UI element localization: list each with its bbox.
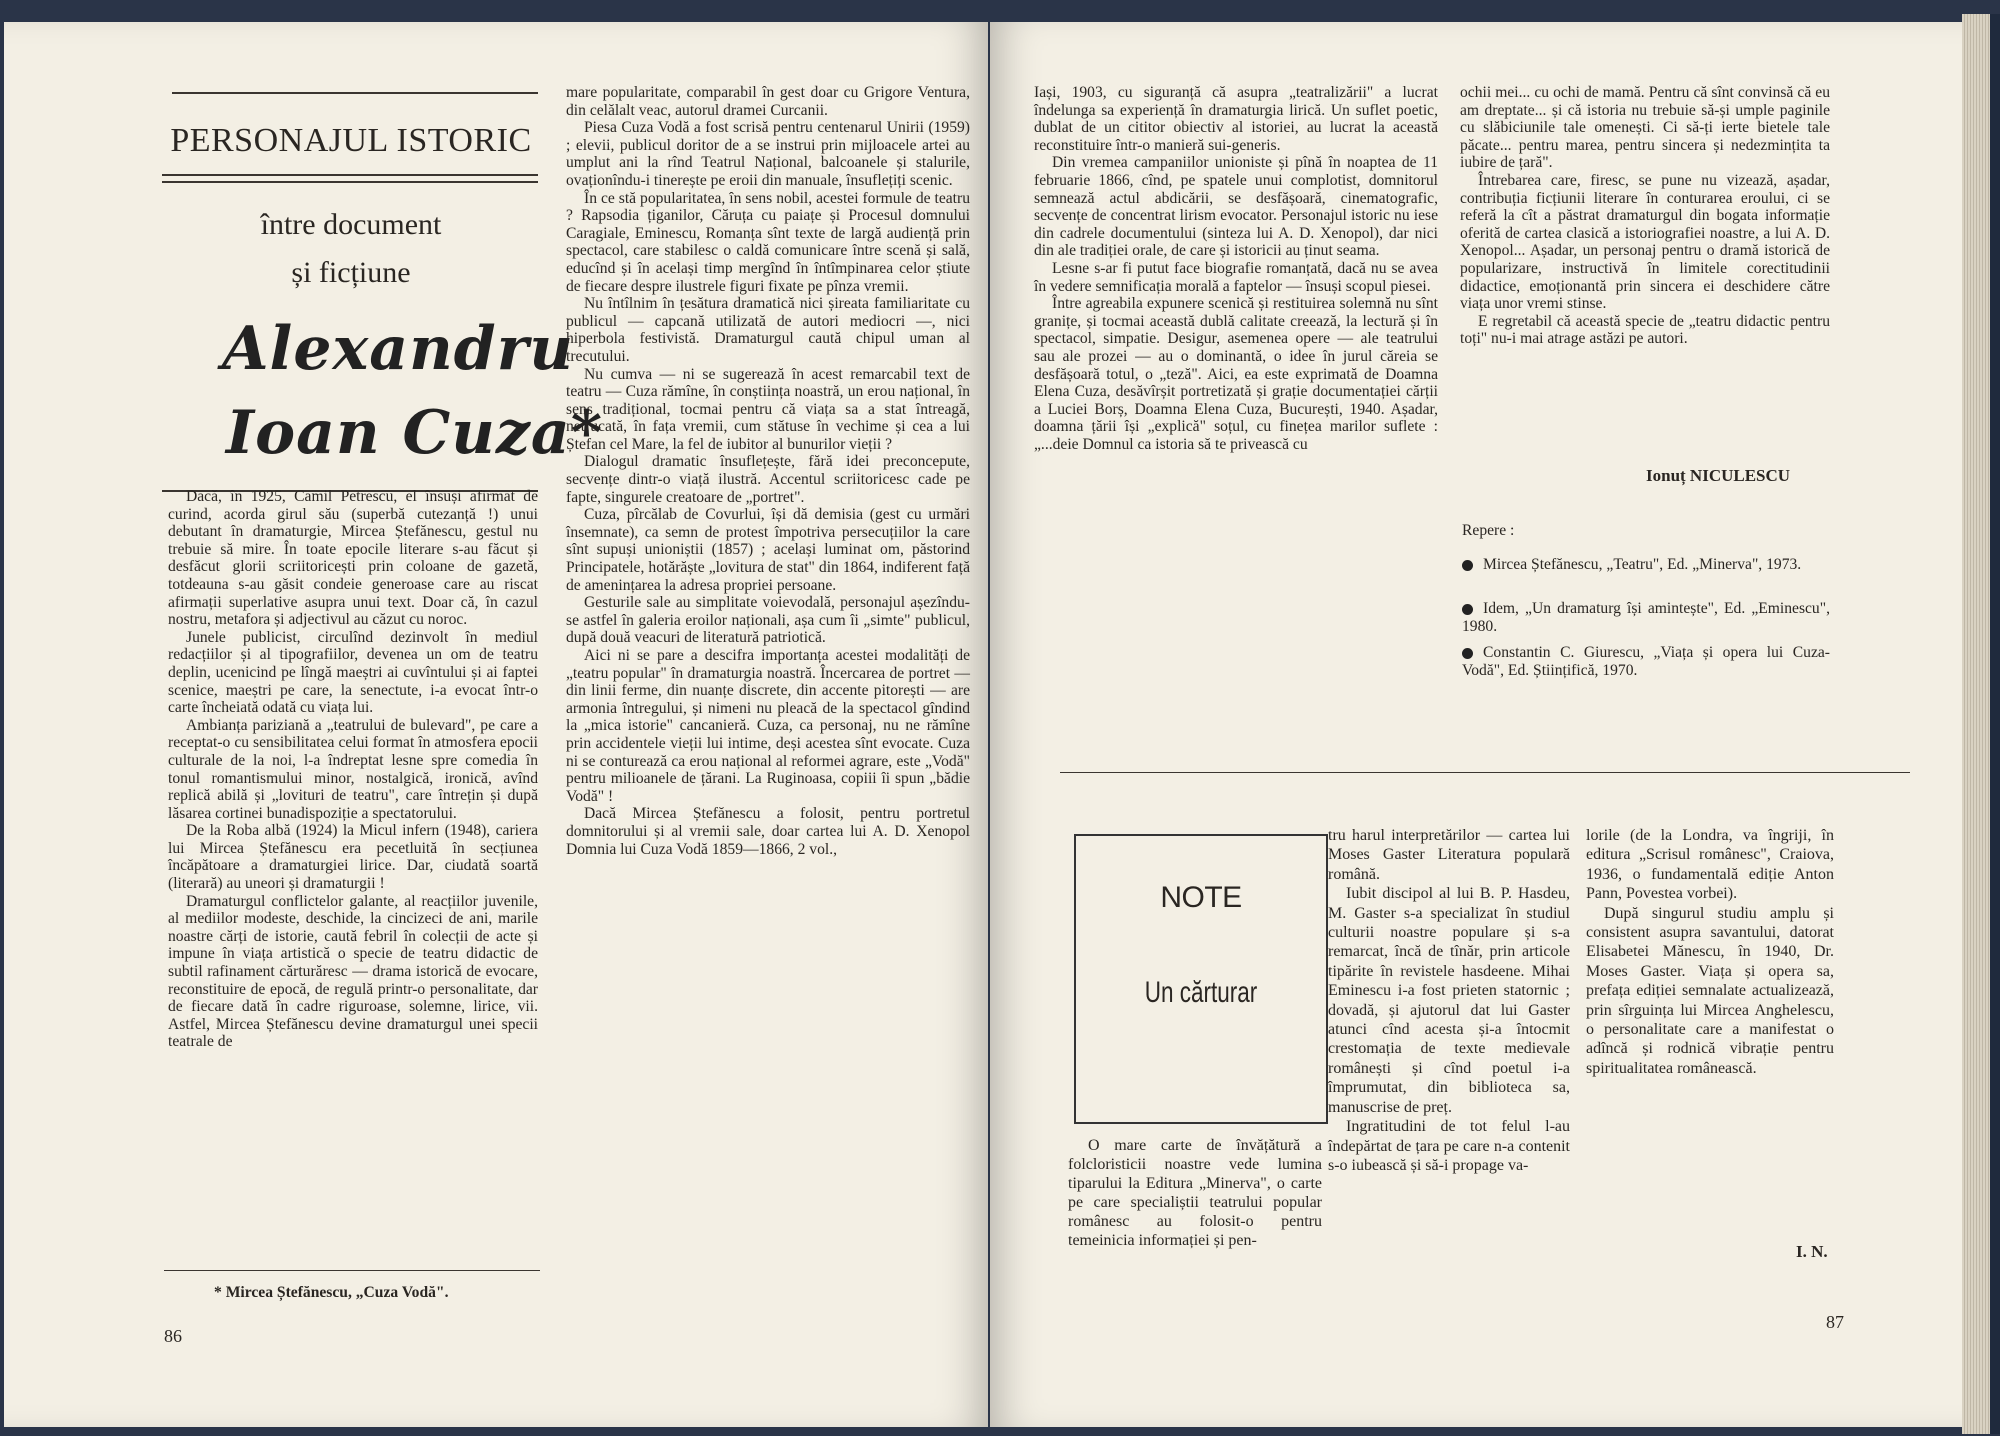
notes-column-3 bbox=[1586, 826, 1834, 1078]
paragraph: Dacă Mircea Ștefănescu a folosit, pentru portretul domnitorului și al vremii sale, doar cartea lui A. D. Xenopol Domnia lui Cuza Vodă 1859—1866, 2 vol., bbox=[566, 805, 970, 858]
paragraph: Din vremea campaniilor unioniste și pînă în noaptea de 11 februarie 1866, cînd, pe spatele unui complotist, domnitorul semnează actul abdicării, se desfășoară, cinematografic, secvențe de concentrat lirism evocator. Personajul istoric nu iese din cadrele documentului (sinteza lui A. D. Xenopol), dar nici din ale tradiției orale, de care și istoricii au ținut seama. bbox=[1034, 154, 1438, 260]
paragraph: Nu cumva — ni se sugerează în acest remarcabil text de teatru — Cuza rămîne, în conștiința noastră, un erou național, în sens tradițional, tocmai pentru că viața sa a stat întreagă, netrucată, în fața vremii, cum stătuse în vechime și cea a lui Ștefan cel Mare, la fel de iubitor al bunurilor vieții ? bbox=[566, 365, 970, 453]
left-column-2 bbox=[566, 84, 970, 858]
paragraph: Dramaturgul conflictelor galante, al reacțiilor juvenile, al mediilor modeste, deschide, la cincizeci de ani, marile noastre cărți de istorie, caută febril în colecții de acte și impune în viața artistică o specie de teatru didactic de subtil rafinament cărturăresc — drama istorică de evocare, reconstituire de epocă, de regulă printr-o personalitate, dar de fiecare dată în cadre riguroase, solemne, lirice, vii. Astfel, Mircea Ștefănescu devine dramaturgul unei specii teatrale de bbox=[168, 892, 538, 1051]
right-column-1 bbox=[1034, 84, 1438, 453]
notes-title: NOTE bbox=[1160, 881, 1242, 914]
author-signature: Ionuț NICULESCU bbox=[1646, 466, 1791, 485]
paragraph: Dacă, în 1925, Camil Petrescu, el însuși afirmat de curind, acorda girul său (superbă cutezanță !) unui debutant în dramaturgie, Mircea Ștefănescu, gestul nu trebuie să mire. În toate epocile literare s-au făcut și desfăcut glorii scriitoricești prin coloane de gazetă, totdeauna s-au găsit condeie generoase care au riscat afirmații superlative asupra unui text. Doar că, în cazul nostru, metafora și adjectivul au căzut cu noroc. bbox=[168, 488, 538, 629]
footnote: * Mircea Ștefănescu, „Cuza Vodă". bbox=[214, 1284, 449, 1301]
notes-subtitle: Un cărturar bbox=[1144, 976, 1258, 1009]
reference-item: Mircea Ștefănescu, „Teatru", Ed. „Minerva", 1973. bbox=[1462, 556, 1830, 574]
paragraph: De la Roba albă (1924) la Micul infern (1948), cariera lui Mircea Ștefănescu era pecetluită în secțiunea încăpătoare a dramaturgiei lirice. Dar, ciudată soartă (literară) au uneori și dramaturgii ! bbox=[168, 822, 538, 893]
reference-item: Idem, „Un dramaturg își amintește", Ed. „Eminescu", 1980. bbox=[1462, 600, 1830, 635]
paragraph: Gesturile sale au simplitate voievodală, personajul așezîndu-se astfel în galeria eroilor naționali, așa cum îi „simte" publicul, după două veacuri de literatură patriotică. bbox=[566, 594, 970, 647]
section-header: PERSONAJUL ISTORIC bbox=[170, 122, 532, 159]
book-fore-edge bbox=[1962, 14, 2000, 1434]
paragraph: Între agreabila expunere scenică și restituirea solemnă nu sînt granițe, și tocmai această dublă calitate creează, la lectură și în spectacol, simpatie. Desigur, asemenea opere — ale teatrului sau ale prozei — au o dominantă, o idee în jurul căreia se desfășoară totul, o „teză". Aici, ea este exprimată de Doamna Elena Cuza, desăvîrșit portretizată și grație documentației cărții a Luciei Borș, Doamna Elena Cuza, București, 1940. Așadar, doamna țării își „explică" soțul, cu finețea marilor suflete : „...deie Domnul ca istoria să te privească cu bbox=[1034, 295, 1438, 453]
footnote-rule bbox=[164, 1270, 540, 1271]
paragraph: Ambianța pariziană a „teatrului de bulevard", pe care a receptat-o cu sensibilitatea celui format în atmosfera epocii culturale de la noi, l-a îndreptat lesne spre comedia în tonul romantismului minor, nostalgică, ironică, avînd replică abilă și „lovituri de teatru", care întrețin și după lăsarea cortinei bunadispoziție a spectatorului. bbox=[168, 716, 538, 822]
paragraph: tru harul interpretărilor — cartea lui Moses Gaster Literatura populară română. bbox=[1328, 827, 1570, 883]
paragraph: Junele publicist, circulînd dezinvolt în mediul redacțiilor și al tipografiilor, devenea un om de teatru deplin, ucenicind pe lîngă maeștri ai cuvîntului și ai faptei scenice, maeștri pe care, la senectute, i-a evocat într-o carte încheiată odată cu viața lui. bbox=[168, 628, 538, 717]
references-heading: Repere : bbox=[1462, 522, 1515, 539]
header-bottom-rule bbox=[162, 174, 538, 176]
paragraph: Dialogul dramatic însuflețește, fără idei preconcepute, secvențe dintr-o viață ilustră. Accentul scriitoricesc cade pe fapte, singurele creatoare de „portret". bbox=[566, 453, 970, 506]
page-number-right: 87 bbox=[1826, 1312, 1844, 1332]
paragraph: În ce stă popularitatea, în sens nobil, acestei formule de teatru ? Rapsodia țiganilor, Căruța cu paiațe și Procesul domnului Caragiale, Eminescu, Romanța sînt texte de largă audiență prin spectacol, care stabilesc o caldă comunicare între scenă și sală, educînd și în același timp mergînd în întîmpinarea celor știute de fiecare despre ilustrele figuri fixate pe pînza vremii. bbox=[566, 189, 970, 295]
paragraph: Ingratitudini de tot felul l-au îndepărtat de țara pe care n-a contenit s-o iubească și să-i propage va- bbox=[1328, 1118, 1570, 1174]
paragraph: Întrebarea care, firesc, se pune nu vizează, așadar, contribuția ficțiunii literare în conturarea eroului, ci se referă la cît a păstrat dramaturgul din bogata informație oferită de cartea clasică a istoriografiei noastre, a lui A. D. Xenopol... Așadar, un personaj pentru o dramă istorică de popularizare, instructivă în limitele corectitudinii didactice, emoționantă prin sincera ei deschidere către viața unor vremi stinse. bbox=[1460, 171, 1830, 313]
paragraph: O mare carte de învățătură a folcloristicii noastre vede lumina tiparului la Editura „Minerva", o carte pe care specialiștii teatrului popular românesc au folosit-o pentru temeinicia informației și pen- bbox=[1068, 1137, 1322, 1249]
notes-signature: I. N. bbox=[1796, 1242, 1828, 1261]
subtitle-line1: între document bbox=[260, 208, 442, 241]
paragraph: Nu întîlnim în țesătura dramatică nici șireata familiaritate cu publicul — capcană utilizată de autori mediocri —, nici hiperbola festivistă. Dramaturgul caută chipul uman al trecutului. bbox=[566, 295, 970, 365]
paragraph: E regretabil că această specie de „teatru didactic pentru toți" nu-i mai atrage astăzi pe autori. bbox=[1460, 312, 1830, 348]
reference-item: Constantin C. Giurescu, „Viața și opera lui Cuza-Vodă", Ed. Științifică, 1970. bbox=[1462, 644, 1830, 679]
paragraph: Iubit discipol al lui B. P. Hasdeu, M. Gaster s-a specializat în studiul culturii noastre populare și s-a remarcat, încă de tînăr, prin articole tipărite în revistele hasdeene. Mihai Eminescu i-a fost prieten statornic ; dovadă, și ajutorul dat lui Gaster atunci cînd acesta și-a întocmit crestomația de texte medievale românești și cînd poetul i-a împrumutat, din biblioteca sa, manuscrise de preț. bbox=[1328, 885, 1570, 1116]
paragraph: Piesa Cuza Vodă a fost scrisă pentru centenarul Unirii (1959) ; elevii, publicul doritor de a se instrui prin mijloacele artei au umplut ani la rînd Teatrul Național, balcoanele și stalurile, ovaționîndu-i tinerește pe eroii din manuale, însuflețiți scenic. bbox=[566, 119, 970, 189]
bullet-icon bbox=[1462, 648, 1473, 659]
title-line2: Ioan Cuza* bbox=[226, 398, 604, 468]
paragraph: Aici ni se pare a descifra importanța acestei modalități de „teatru popular" în dramaturgia noastră. Încercarea de portret — din linii ferme, din nuanțe discrete, din accente pitorești — are armonia întregului, și nimeni nu pleacă de la spectacol gîndind la „mica istorie" cancanieră. Cuza, ca personaj, nu ne rămîne prin accidentele vieții lui intime, deși acestea sînt evocate. Cuza ni se conturează ca erou național al reformei agrare, este „Vodă" pentru milioanele de țărani. La Ruginoasa, copiii îi spun „bădie Vodă" ! bbox=[566, 647, 970, 805]
paragraph: Cuza, pîrcălab de Covurlui, își dă demisia (gest cu urmări însemnate), ca semn de protest împotriva persecuțiilor la care sînt supuși unioniștii (1857) ; același luminat om, păstorind Principatele, hotărăște „lovitura de stat" din 1864, indiferent față de amenințarea la adresa propriei persoane. bbox=[566, 506, 970, 594]
title-line1: Alexandru bbox=[222, 314, 574, 384]
paragraph: lorile (de la Londra, va îngriji, în editura „Scrisul românesc", Craiova, 1936, o fundamentală ediție Anton Pann, Povestea vorbei). bbox=[1586, 827, 1834, 903]
notes-box bbox=[1074, 834, 1328, 1124]
left-column-1 bbox=[168, 488, 538, 1051]
subtitle-line2: și ficțiune bbox=[291, 256, 411, 289]
notes-separator-rule bbox=[1060, 772, 1910, 773]
notes-column-2 bbox=[1328, 826, 1570, 1175]
paragraph: mare popularitate, comparabil în gest doar cu Grigore Ventura, din celălalt veac, autorul dramei Curcanii. bbox=[566, 84, 970, 119]
bullet-icon bbox=[1462, 604, 1473, 615]
page-number-left: 86 bbox=[164, 1326, 182, 1346]
paragraph: După singurul studiu amplu și consistent asupra savantului, datorat Elisabetei Mănescu, în 1940, Dr. Moses Gaster. Viața și opera sa, prefața ediției semnalate actualizează, prin sîrguința lui Mircea Anghelescu, o personalitate care a manifestat o adîncă și rodnică vibrație pentru spiritualitatea românească. bbox=[1586, 904, 1834, 1077]
paragraph: ochii mei... cu ochi de mamă. Pentru că sînt convinsă că eu am dreptate... și că istoria nu trebuie să-și umple paginile cu slăbiciunile tale omenești. Ci să-ți ierte bietele tale păcate... pentru marea, pentru sincera și nedezmințita ta iubire de țară". bbox=[1460, 84, 1830, 172]
header-bottom-rule-2 bbox=[162, 181, 538, 183]
left-page bbox=[4, 22, 988, 1427]
paragraph: Lesne s-ar fi putut face biografie romanțată, dacă nu se avea în vedere semnificația morală a faptelor — însuși scopul piesei. bbox=[1034, 259, 1438, 295]
header-top-rule bbox=[172, 92, 538, 94]
bullet-icon bbox=[1462, 560, 1473, 571]
paragraph: Iași, 1903, cu siguranță că asupra „teatralizării" a lucrat îndelunga sa experiență în dramaturgia lirică. Un suflet poetic, dublat de un cititor obiectiv al istoriei, au lucrat la această reconstituire într-o manieră sui-generis. bbox=[1034, 84, 1438, 154]
notes-column-1 bbox=[1068, 1136, 1322, 1250]
right-column-2 bbox=[1460, 84, 1830, 348]
